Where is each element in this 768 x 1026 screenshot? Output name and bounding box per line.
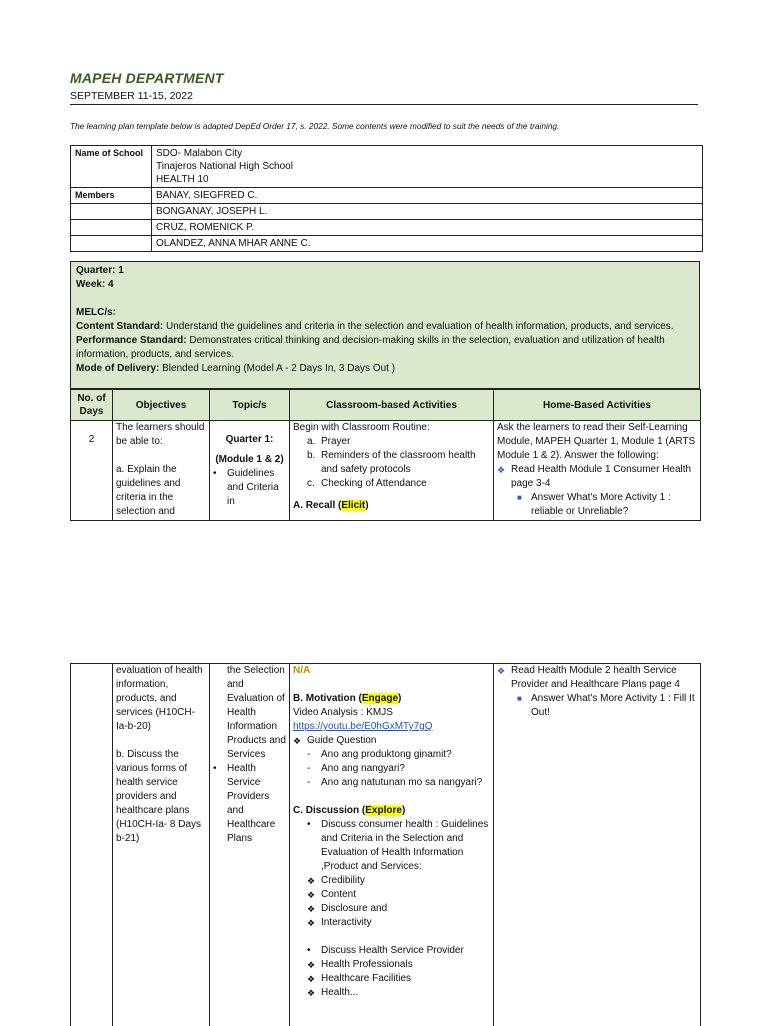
routine-item: c. Checking of Attendance [307, 478, 427, 489]
member-name: BONGANAY, JOSEPH L. [152, 204, 703, 220]
table-header-row [71, 390, 701, 421]
question-item: - Ano ang produktong ginamit? [307, 749, 452, 760]
week: Week: 4 [76, 279, 114, 290]
header-objectives: Objectives [113, 390, 210, 421]
home-cell [494, 664, 701, 1026]
header-days: No. of Days [71, 390, 113, 421]
routine-intro: Begin with Classroom Routine: [293, 422, 430, 433]
home-item: ❖ Read Health Module 1 Consumer Health page 3-4 ■ Answer What's More Activity 1 : reliable or Unreliable? [497, 463, 697, 519]
topic-cell [210, 664, 290, 1026]
discussion-item: • Discuss Health Service Provider [307, 945, 464, 956]
video-analysis: Video Analysis : KMJS [293, 707, 393, 718]
delivery-mode: Blended Learning (Model A - 2 Days In, 3 Days Out ) [162, 363, 396, 374]
objective-b: b. Discuss the various forms of health service providers and healthcare plans (H10CH-Ia- 8 Days b-21) [116, 749, 202, 844]
member-row [71, 204, 703, 220]
home-item: ❖ Read Health Module 2 health Service Provider and Healthcare Plans page 4 ■ Answer What's More Activity 1 : Fill It Out! [497, 664, 697, 720]
header-classroom: Classroom-based Activities [290, 390, 494, 421]
member-row [71, 220, 703, 236]
criteria-item: ❖ Content [307, 889, 357, 900]
topic-module: (Module 1 & 2) [215, 454, 284, 465]
objectives-cell [113, 664, 210, 1026]
school-line: HEALTH 10 [156, 174, 209, 185]
video-link[interactable]: https://youtu.be/E0hGxMTy7gQ [293, 721, 433, 732]
learning-plan-table-continued [70, 663, 701, 1026]
performance-standard-label: Performance Standard: [76, 335, 187, 346]
table-row [71, 664, 701, 1026]
delivery-label: Mode of Delivery: [76, 363, 160, 374]
diamond-bullet-icon: ❖ [293, 736, 302, 746]
school-info-table [70, 145, 703, 252]
header-home: Home-Based Activities [494, 390, 701, 421]
recall-heading: A. Recall (Elicit) [293, 500, 369, 511]
days-cell [71, 664, 113, 1026]
discussion-heading: C. Discussion (Explore) [293, 805, 406, 816]
school-line: Tinajeros National High School [156, 161, 293, 172]
na-text: N/A [293, 665, 311, 676]
criteria-item: ❖ Disclosure and [307, 903, 388, 914]
performance-standard: Demonstrates critical thinking and decision-making skills in the selection, evaluation and utilization of health information, products, and services. [76, 335, 665, 360]
member-name: BANAY, SIEGFRED C. [152, 188, 703, 204]
classroom-cell [290, 421, 494, 521]
school-row [71, 146, 703, 188]
criteria-item: ❖ Interactivity [307, 917, 372, 928]
guide-question-heading: ❖ Guide Question [293, 735, 377, 746]
school-line: SDO- Malabon City [156, 148, 243, 159]
home-cell [494, 421, 701, 521]
days-cell: 2 [71, 421, 113, 521]
learning-plan-table [70, 389, 701, 521]
classroom-cell [290, 664, 494, 1026]
quarter: Quarter: 1 [76, 265, 124, 276]
square-bullet-icon: ■ [517, 493, 522, 502]
discussion-item: • Discuss consumer health : Guidelines and Criteria in the Selection and Evaluation of Health Information ,Product and Services: [307, 819, 489, 872]
header-divider [70, 104, 698, 105]
diamond-bullet-icon: ❖ [497, 666, 506, 676]
template-note: The learning plan template below is adapted DepEd Order 17, s. 2022. Some contents were modified to suit the needs of the training. [70, 121, 560, 131]
provider-item: ❖ Healthcare Facilities [307, 973, 412, 984]
topic-bullet: • Guidelines and Criteria in [213, 468, 279, 507]
date-range: SEPTEMBER 11-15, 2022 [70, 90, 193, 102]
header-topics: Topic/s [210, 390, 290, 421]
question-item: - Ano ang natutunan mo sa nangyari? [307, 777, 483, 788]
department-title: MAPEH DEPARTMENT [70, 70, 224, 86]
content-standard-label: Content Standard: [76, 321, 164, 332]
diamond-bullet-icon: ❖ [497, 465, 506, 475]
home-subitem: ■ Answer What's More Activity 1 : Fill It Out! [517, 693, 695, 718]
objectives-intro: The learners should be able to: [116, 422, 205, 447]
melcs-label: MELC/s: [76, 307, 116, 318]
member-row [71, 188, 703, 204]
overview-box [70, 261, 700, 389]
members-label: Members [71, 188, 152, 204]
topic-cont: the Selection and Evaluation of Health Information Products and Services [227, 665, 286, 760]
motivation-heading: B. Motivation (Engage) [293, 693, 402, 704]
member-row [71, 236, 703, 252]
topic-cell [210, 421, 290, 521]
home-subitem: ■ Answer What's More Activity 1 : reliable or Unreliable? [517, 492, 671, 517]
square-bullet-icon: ■ [517, 694, 522, 703]
table-row [71, 421, 701, 521]
school-cell [152, 146, 703, 188]
provider-item: ❖ Health... [307, 987, 359, 998]
criteria-item: ❖ Credibility [307, 875, 365, 886]
name-of-school-label: Name of School [71, 146, 152, 188]
question-item: - Ano ang nangyari? [307, 763, 405, 774]
content-standard: Understand the guidelines and criteria in the selection and evaluation of health information, products, and services. [166, 321, 674, 332]
routine-item: b. Reminders of the classroom health and safety protocols [307, 450, 476, 475]
topic-bullet: • Health Service Providers and Healthcare Plans [213, 763, 276, 844]
objective-a: a. Explain the guidelines and criteria in the selection and [116, 464, 181, 517]
provider-item: ❖ Health Professionals [307, 959, 413, 970]
topic-quarter: Quarter 1: [225, 434, 274, 445]
home-intro: Ask the learners to read their Self-Learning Module, MAPEH Quarter 1, Module 1 (ARTS Module 1 & 2). Answer the following: [497, 422, 696, 461]
routine-item: a. Prayer [307, 436, 351, 447]
objectives-cell [113, 421, 210, 521]
member-name: CRUZ, ROMENICK P. [152, 220, 703, 236]
objective-a-cont: evaluation of health information, products, and services (H10CH-Ia-b-20) [116, 665, 203, 732]
member-name: OLANDEZ, ANNA MHAR ANNE C. [152, 236, 703, 252]
